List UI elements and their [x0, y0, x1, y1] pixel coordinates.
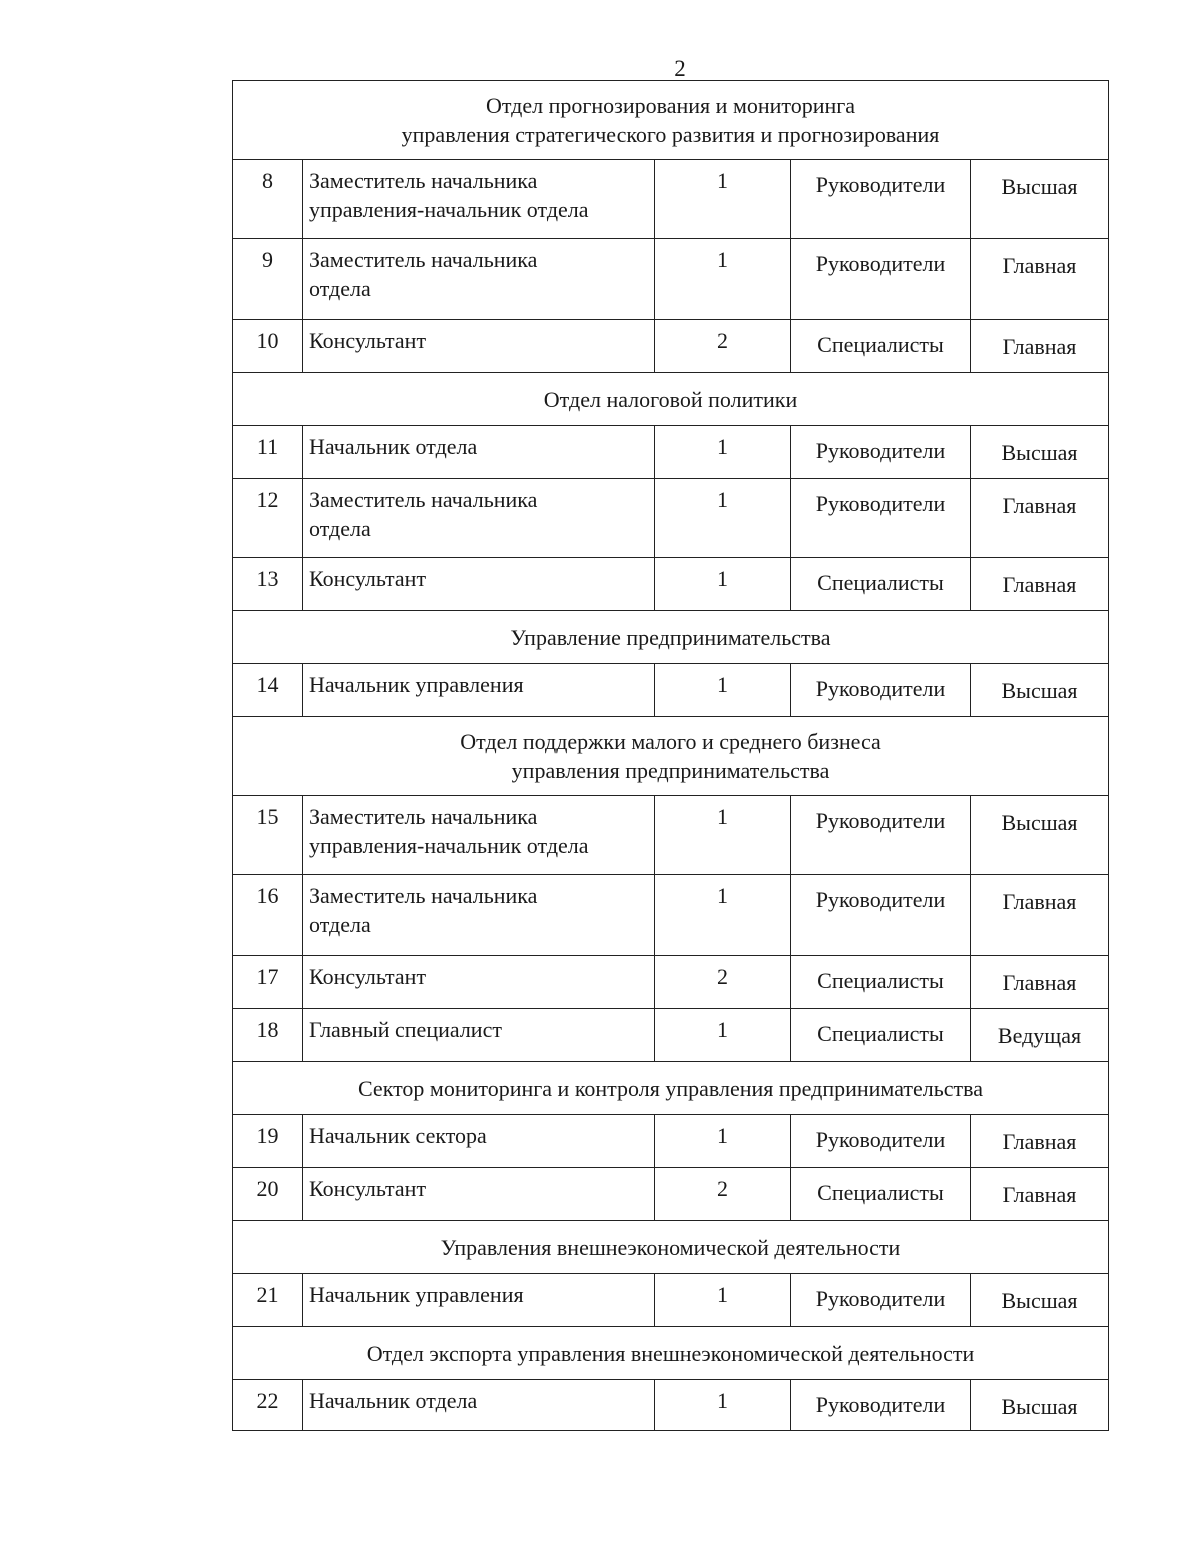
position-title-line: Консультант: [309, 1176, 427, 1201]
row-number: 19: [233, 1115, 303, 1168]
section-header-row: [233, 1221, 1109, 1274]
row-number: 12: [233, 479, 303, 558]
position-title: [303, 796, 655, 875]
position-group: Главная: [971, 1115, 1109, 1168]
position-category: Специалисты: [791, 956, 971, 1009]
row-number: 18: [233, 1009, 303, 1062]
section-title: [233, 373, 1109, 426]
position-category: Руководители: [791, 239, 971, 320]
section-title-line: Отдел налоговой политики: [543, 386, 798, 412]
position-group: Главная: [971, 320, 1109, 373]
row-number: 9: [233, 239, 303, 320]
position-quantity: 1: [655, 426, 791, 479]
section-title-line: Отдел поддержки малого и среднего бизнеса: [460, 729, 881, 754]
position-title-line: Консультант: [309, 328, 427, 353]
position-group: Высшая: [971, 1380, 1109, 1431]
row-number: 11: [233, 426, 303, 479]
position-group: Высшая: [971, 664, 1109, 717]
position-title: [303, 1168, 655, 1221]
section-title: [233, 611, 1109, 664]
position-group: Высшая: [971, 160, 1109, 239]
position-group: Главная: [971, 239, 1109, 320]
position-title-line: Заместитель начальника: [309, 487, 538, 512]
position-quantity: 1: [655, 558, 791, 611]
position-quantity: 1: [655, 796, 791, 875]
position-title: [303, 239, 655, 320]
position-group: Высшая: [971, 796, 1109, 875]
position-quantity: 2: [655, 320, 791, 373]
section-header-row: [233, 373, 1109, 426]
table-row: [233, 1168, 1109, 1221]
table-row: [233, 160, 1109, 239]
position-quantity: 1: [655, 160, 791, 239]
position-group: Главная: [971, 558, 1109, 611]
position-title: [303, 479, 655, 558]
section-title-line: управления стратегического развития и прогнозирования: [401, 122, 940, 147]
position-title: [303, 1009, 655, 1062]
table-row: [233, 664, 1109, 717]
position-title: [303, 1380, 655, 1431]
position-title: [303, 956, 655, 1009]
table-row: [233, 426, 1109, 479]
position-quantity: 1: [655, 1274, 791, 1327]
position-title: [303, 875, 655, 956]
position-group: Высшая: [971, 1274, 1109, 1327]
section-header-row: [233, 81, 1109, 160]
section-title-line: Отдел прогнозирования и мониторинга: [485, 93, 856, 118]
position-title-line: Главный специалист: [309, 1017, 502, 1042]
table-row: [233, 558, 1109, 611]
section-title-line: Сектор мониторинга и контроля управления предпринимательства: [357, 1075, 984, 1101]
position-title-line: отдела: [309, 516, 371, 541]
table-row: [233, 956, 1109, 1009]
position-group: Главная: [971, 875, 1109, 956]
position-category: Руководители: [791, 479, 971, 558]
row-number: 10: [233, 320, 303, 373]
position-category: Руководители: [791, 664, 971, 717]
position-quantity: 2: [655, 1168, 791, 1221]
position-quantity: 1: [655, 664, 791, 717]
position-category: Руководители: [791, 160, 971, 239]
row-number: 17: [233, 956, 303, 1009]
section-header-row: [233, 1062, 1109, 1115]
position-title-line: Заместитель начальника: [309, 168, 538, 193]
position-group: Главная: [971, 1168, 1109, 1221]
section-title: [233, 81, 1109, 160]
position-group: Главная: [971, 479, 1109, 558]
position-title-line: Консультант: [309, 566, 427, 591]
position-category: Руководители: [791, 1274, 971, 1327]
staff-table: [232, 80, 1109, 1431]
table-row: [233, 1380, 1109, 1431]
table-row: [233, 320, 1109, 373]
table-row: [233, 239, 1109, 320]
position-category: Руководители: [791, 1115, 971, 1168]
position-title-line: Консультант: [309, 964, 427, 989]
position-group: Высшая: [971, 426, 1109, 479]
position-title: [303, 1274, 655, 1327]
position-title-line: Начальник управления: [309, 672, 524, 697]
section-title: [233, 717, 1109, 796]
table-row: [233, 1274, 1109, 1327]
row-number: 20: [233, 1168, 303, 1221]
section-title: [233, 1327, 1109, 1380]
position-title-line: Заместитель начальника: [309, 804, 538, 829]
section-title-line: Управления внешнеэкономической деятельности: [440, 1234, 901, 1260]
position-title: [303, 426, 655, 479]
position-category: Специалисты: [791, 558, 971, 611]
position-title: [303, 664, 655, 717]
position-title-line: отдела: [309, 912, 371, 937]
row-number: 22: [233, 1380, 303, 1431]
section-header-row: [233, 1327, 1109, 1380]
position-title-line: управления-начальник отдела: [309, 197, 589, 222]
position-category: Руководители: [791, 875, 971, 956]
section-title: [233, 1221, 1109, 1274]
position-category: Специалисты: [791, 1168, 971, 1221]
position-quantity: 1: [655, 1380, 791, 1431]
position-title-line: Начальник отдела: [309, 1388, 478, 1413]
position-quantity: 1: [655, 1115, 791, 1168]
row-number: 8: [233, 160, 303, 239]
position-title-line: управления-начальник отдела: [309, 833, 589, 858]
page-number: 2: [674, 56, 686, 81]
position-title-line: Начальник управления: [309, 1282, 524, 1307]
table-row: [233, 479, 1109, 558]
position-title-line: Начальник сектора: [309, 1123, 487, 1148]
position-category: Специалисты: [791, 320, 971, 373]
position-title-line: отдела: [309, 276, 371, 301]
position-quantity: 1: [655, 875, 791, 956]
section-header-row: [233, 611, 1109, 664]
position-quantity: 1: [655, 239, 791, 320]
row-number: 13: [233, 558, 303, 611]
position-quantity: 1: [655, 479, 791, 558]
position-group: Ведущая: [971, 1009, 1109, 1062]
position-quantity: 2: [655, 956, 791, 1009]
position-quantity: 1: [655, 1009, 791, 1062]
table-row: [233, 796, 1109, 875]
position-title: [303, 160, 655, 239]
position-title: [303, 1115, 655, 1168]
position-title: [303, 320, 655, 373]
section-title-line: Отдел экспорта управления внешнеэкономической деятельности: [366, 1340, 975, 1366]
position-category: Руководители: [791, 796, 971, 875]
section-header-row: [233, 717, 1109, 796]
position-title-line: Заместитель начальника: [309, 883, 538, 908]
position-category: Специалисты: [791, 1009, 971, 1062]
position-title-line: Начальник отдела: [309, 434, 478, 459]
table-row: [233, 875, 1109, 956]
row-number: 21: [233, 1274, 303, 1327]
position-category: Руководители: [791, 1380, 971, 1431]
row-number: 14: [233, 664, 303, 717]
position-group: Главная: [971, 956, 1109, 1009]
row-number: 15: [233, 796, 303, 875]
section-title-line: управления предпринимательства: [511, 758, 830, 783]
position-title: [303, 558, 655, 611]
section-title: [233, 1062, 1109, 1115]
table-row: [233, 1009, 1109, 1062]
section-title-line: Управление предпринимательства: [510, 624, 831, 650]
row-number: 16: [233, 875, 303, 956]
position-category: Руководители: [791, 426, 971, 479]
position-title-line: Заместитель начальника: [309, 247, 538, 272]
table-row: [233, 1115, 1109, 1168]
